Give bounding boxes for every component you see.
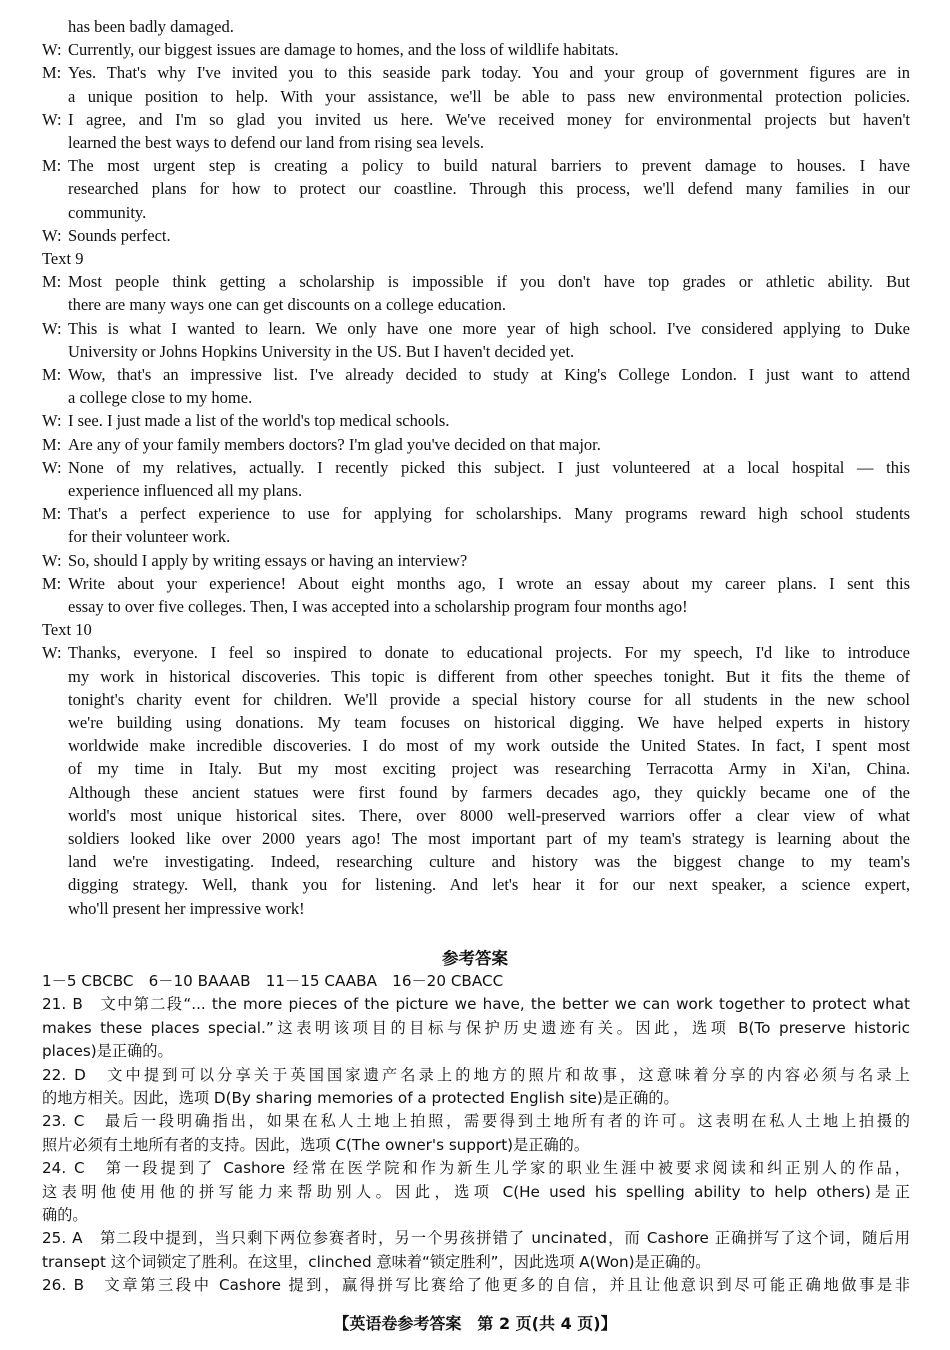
answer-line: 的地方相关。因此，选项 D(By sharing memories of a protected English site)是正确的。 xyxy=(42,1089,679,1107)
speaker-label: W: xyxy=(42,318,62,338)
transcript-line xyxy=(42,293,910,316)
transcript-line xyxy=(42,572,910,595)
transcript-line xyxy=(42,757,910,780)
transcript-text: of my time in Italy. But my most exciting project was researching Terracotta Army in Xi'an, China. xyxy=(68,759,910,779)
transcript-text: Write about your experience! About eight months ago, I wrote an essay about my career plans. I sent this xyxy=(68,573,910,593)
transcript-text: The most urgent step is creating a policy to build natural barriers to prevent damage to houses. I have xyxy=(68,156,910,176)
transcript-text: That's a perfect experience to use for applying for scholarships. Many programs reward high school students xyxy=(68,504,910,524)
transcript-line xyxy=(42,665,910,688)
transcript-line xyxy=(42,386,910,409)
speaker-label: M: xyxy=(42,156,62,176)
transcript-line xyxy=(42,177,910,200)
speaker-label: M: xyxy=(42,504,62,524)
transcript-line xyxy=(42,850,910,873)
transcript-text: Thanks, everyone. I feel so inspired to donate to educational projects. For my speech, I'd like to introduce xyxy=(68,643,910,663)
transcript-text: a college close to my home. xyxy=(68,388,253,408)
transcript-text: Text 10 xyxy=(42,620,92,640)
answer-line: 23. C 最后一段明确指出，如果在私人土地上拍照，需要得到土地所有者的许可。这表明在私人土地上拍摄的 xyxy=(42,1112,910,1131)
answer-line: makes these places special.”这表明该项目的目标与保护历史遗迹有关。因此，选项 B(To preserve historic xyxy=(42,1018,910,1037)
transcript-text: Yes. That's why I've invited you to this seaside park today. You and your group of government figures are in xyxy=(68,63,910,83)
speaker-label: W: xyxy=(42,457,62,477)
transcript-text: we're building using donations. My team focuses on historical digging. We have helped experts in history xyxy=(68,713,910,732)
transcript-line xyxy=(42,433,910,456)
answer-line: 26. B 文章第三段中 Cashore 提到，赢得拼写比赛给了他更多的自信，并且让他意识到尽可能正确地做事是非 xyxy=(42,1276,910,1295)
transcript-line xyxy=(42,15,910,38)
transcript-text: my work in historical discoveries. This topic is different from other speeches tonight. But it fits the theme of xyxy=(68,666,910,686)
transcript-line xyxy=(42,131,910,154)
answer-line: transept 这个词锁定了胜利。在这里，clinched 意味着“锁定胜利”，因此选项 A(Won)是正确的。 xyxy=(42,1252,711,1271)
transcript-text: Sounds perfect. xyxy=(68,225,171,245)
transcript-line xyxy=(42,38,910,61)
transcript-line xyxy=(42,85,910,108)
transcript-line xyxy=(42,108,910,131)
transcript-line xyxy=(42,409,910,432)
transcript-text: essay to over five colleges. Then, I was accepted into a scholarship program four months ago! xyxy=(68,597,688,616)
speaker-label: M: xyxy=(42,434,62,454)
transcript-text: for their volunteer work. xyxy=(68,527,231,547)
answer-line: 确的。 xyxy=(42,1206,88,1224)
transcript-line xyxy=(42,873,910,896)
answer-line: 21. B 文中第二段“... the more pieces of the picture we have, the better we can work together to protect what xyxy=(42,995,910,1014)
transcript-text: digging strategy. Well, thank you for listening. And let's hear it for our next speaker, a science expert, xyxy=(68,875,910,895)
transcript-text: Are any of your family members doctors? I'm glad you've decided on that major. xyxy=(68,434,601,454)
answer-line: 22. D 文中提到可以分享关于英国国家遗产名录上的地方的照片和故事，这意味着分享的内容必须与名录上 xyxy=(42,1065,910,1084)
transcript-text: world's most unique historical sites. There, over 8000 well-preserved warriors offer a clear view of what xyxy=(68,805,910,825)
transcript-line xyxy=(42,363,910,386)
transcript-text: learned the best ways to defend our land from rising sea levels. xyxy=(68,133,485,152)
transcript-line xyxy=(42,247,910,270)
transcript-text: land we're investigating. Indeed, researching culture and history was the biggest change to my team's xyxy=(68,852,910,872)
transcript-line xyxy=(42,641,910,664)
speaker-label: W: xyxy=(42,411,62,431)
transcript-text: experience influenced all my plans. xyxy=(68,481,303,500)
speaker-label: W: xyxy=(42,643,62,663)
transcript-line xyxy=(42,270,910,293)
transcript-text: I see. I just made a list of the world's top medical schools. xyxy=(68,411,450,431)
transcript-text: University or Johns Hopkins University in the US. But I haven't decided yet. xyxy=(68,341,575,361)
transcript-line xyxy=(42,502,910,525)
answer-line: 25. A 第二段中提到，当只剩下两位参赛者时，另一个男孩拼错了 uncinated，而 Cashore 正确拼写了这个词，随后用 xyxy=(42,1229,910,1248)
transcript-line xyxy=(42,618,910,641)
transcript-line xyxy=(42,688,910,711)
transcript-text: who'll present her impressive work! xyxy=(68,898,305,918)
transcript-line xyxy=(42,317,910,340)
speaker-label: W: xyxy=(42,550,62,570)
speaker-label: M: xyxy=(42,272,62,292)
transcript-text: None of my relatives, actually. I recently picked this subject. I just volunteered at a local hospital — this xyxy=(68,457,910,477)
transcript-text: a unique position to help. With your assistance, we'll be able to pass new environmental protection policies. xyxy=(68,86,910,106)
answer-line: 这表明他使用他的拼写能力来帮助别人。因此，选项 C(He used his spelling ability to help others)是正 xyxy=(42,1182,910,1201)
speaker-label: M: xyxy=(42,573,62,593)
answers-heading: 参考答案 xyxy=(442,949,508,968)
speaker-label: W: xyxy=(42,109,62,129)
transcript-line xyxy=(42,711,910,734)
transcript-line xyxy=(42,525,910,548)
transcript-line xyxy=(42,340,910,363)
speaker-label: M: xyxy=(42,365,62,384)
transcript-line xyxy=(42,897,910,920)
transcript-line xyxy=(42,734,910,757)
transcript-line xyxy=(42,224,910,247)
speaker-label: M: xyxy=(42,63,62,83)
transcript-text: soldiers looked like over 2000 years ago! The most important part of my team's strategy is learning about the xyxy=(68,829,910,848)
transcript-text: Text 9 xyxy=(42,249,84,268)
transcript-line xyxy=(42,827,910,850)
transcript-text: So, should I apply by writing essays or having an interview? xyxy=(68,550,468,570)
transcript-line xyxy=(42,61,910,84)
transcript-text: Wow, that's an impressive list. I've already decided to study at King's College London. I just want to attend xyxy=(68,365,910,384)
speaker-label: W: xyxy=(42,40,62,60)
answer-line: 1－5 CBCBC 6－10 BAAAB 11－15 CAABA 16－20 CBACC xyxy=(42,972,504,990)
transcript-text: researched plans for how to protect our coastline. Through this process, we'll defend many families in our xyxy=(68,179,910,199)
transcript-text: I agree, and I'm so glad you invited us here. We've received money for environmental projects but haven't xyxy=(68,109,910,129)
answer-line: 照片必须有土地所有者的支持。因此，选项 C(The owner's support)是正确的。 xyxy=(42,1135,590,1154)
transcript-text: there are many ways one can get discounts on a college education. xyxy=(68,295,506,315)
transcript-line xyxy=(42,154,910,177)
transcript-line xyxy=(42,201,910,224)
page-footer: 【英语卷参考答案 第 2 页(共 4 页)】 xyxy=(333,1314,617,1333)
answer-line: places)是正确的。 xyxy=(42,1042,173,1061)
transcript-text: worldwide make incredible discoveries. I do most of my work outside the United States. In fact, I spent most xyxy=(68,736,910,756)
transcript-text: community. xyxy=(68,202,147,222)
speaker-label: W: xyxy=(42,225,62,245)
transcript-line xyxy=(42,781,910,804)
transcript-line xyxy=(42,804,910,827)
transcript-line xyxy=(42,456,910,479)
transcript-line xyxy=(42,479,910,502)
transcript-text: Currently, our biggest issues are damage to homes, and the loss of wildlife habitats. xyxy=(68,40,619,60)
transcript-text: Most people think getting a scholarship is impossible if you don't have top grades or athletic ability. But xyxy=(68,272,910,292)
transcript-line xyxy=(42,549,910,572)
transcript-text: This is what I wanted to learn. We only have one more year of high school. I've considered applying to Duke xyxy=(68,318,910,338)
transcript-text: tonight's charity event for children. We'll provide a special history course for all students in the new school xyxy=(68,689,910,709)
transcript-text: has been badly damaged. xyxy=(68,17,234,36)
transcript-text: Although these ancient statues were first found by farmers decades ago, they quickly became one of the xyxy=(68,782,910,802)
answer-line: 24. C 第一段提到了 Cashore 经常在医学院和作为新生儿学家的职业生涯中被要求阅读和纠正别人的作品， xyxy=(42,1159,910,1178)
transcript-line xyxy=(42,595,910,618)
